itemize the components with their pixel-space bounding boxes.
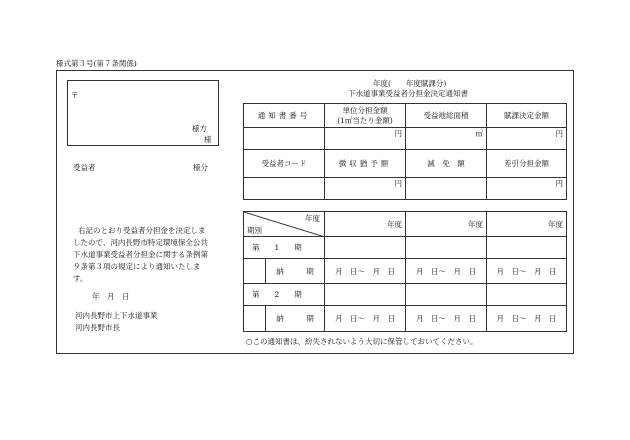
top-table — [243, 103, 567, 200]
date-line: 年 月 日 — [92, 292, 130, 301]
corner-period-label: 期別 — [247, 226, 262, 235]
corner-year-label: 年度 — [305, 214, 320, 223]
period-1-cell-1 — [325, 237, 406, 259]
period-corner-cell — [244, 212, 325, 237]
year-header-2: 年度 — [406, 212, 487, 237]
period-2-date-2: 月 日～ 月 日 — [406, 306, 487, 332]
header-deferred-amount: 徴収猶予額 — [325, 150, 406, 178]
year-header-1: 年度 — [325, 212, 406, 237]
beneficiary-label: 受益者 — [73, 163, 96, 172]
value-exemption-amount — [406, 178, 487, 200]
period-1-cell-3 — [487, 237, 567, 259]
period-2-cell-1 — [325, 284, 406, 306]
issuer-line-2: 河内長野市長 — [75, 323, 120, 332]
footer-note: ○この通知書は、紛失されないよう大切に保管しておいてください。 — [246, 337, 478, 346]
header-notice-number: 通知書番号 — [244, 104, 325, 128]
value-net-amount: 円 — [487, 178, 567, 200]
value-deferred-amount: 円 — [325, 178, 406, 200]
header-total-area: 受益地総面積 — [406, 104, 487, 128]
body-text-line-3: 下水道事業受益者分担金に関する条例第 — [73, 250, 208, 259]
header-exemption-amount: 減 免 額 — [406, 150, 487, 178]
beneficiary-honorific: 様分 — [193, 163, 208, 172]
period-1-cell-2 — [406, 237, 487, 259]
period-2-cell-2 — [406, 284, 487, 306]
period-1-date-3: 月 日～ 月 日 — [487, 259, 567, 284]
period-1-indent — [244, 259, 266, 284]
body-text-line-5: す。 — [73, 274, 88, 283]
period-2-due-label: 納 期 — [266, 306, 325, 332]
period-1-label: 第 1 期 — [244, 237, 325, 259]
value-unit-charge: 円 — [325, 128, 406, 150]
body-text-line-1: 右記のとおり受益者分担金を決定しま — [78, 226, 206, 235]
issuer-line-1: 河内長野市上下水道事業 — [75, 311, 158, 320]
period-1-date-2: 月 日～ 月 日 — [406, 259, 487, 284]
address-honorific-2: 様 — [204, 135, 212, 144]
address-box — [67, 80, 219, 146]
postal-mark: 〒 — [71, 91, 79, 100]
document-title: 下水道事業受益者分担金決定通知書 — [348, 89, 468, 98]
value-notice-number — [244, 128, 325, 150]
value-assessed-amount: 円 — [487, 128, 567, 150]
period-table — [243, 211, 567, 332]
year-header-3: 年度 — [487, 212, 567, 237]
form-number: 様式第３号(第７条関係) — [56, 59, 137, 68]
body-text-line-2: したので、河内長野市特定環境保全公共 — [73, 238, 208, 247]
address-honorific-1: 様方 — [192, 124, 207, 133]
period-1-date-1: 月 日～ 月 日 — [325, 259, 406, 284]
period-2-cell-3 — [487, 284, 567, 306]
period-2-indent — [244, 306, 266, 332]
period-2-label: 第 2 期 — [244, 284, 325, 306]
header-net-amount: 差引分担金額 — [487, 150, 567, 178]
value-beneficiary-code — [244, 178, 325, 200]
period-2-date-1: 月 日～ 月 日 — [325, 306, 406, 332]
header-assessed-amount: 賦課決定金額 — [487, 104, 567, 128]
period-1-due-label: 納 期 — [266, 259, 325, 284]
header-unit-charge: 単位分担金額 (1㎡当たり金額) — [325, 104, 406, 128]
body-text-line-4: ９条第３項の規定により通知いたしま — [73, 262, 201, 271]
value-total-area: ㎡ — [406, 128, 487, 150]
header-beneficiary-code: 受益者コード — [244, 150, 325, 178]
year-line: 年度( 年度賦課分) — [373, 79, 447, 88]
period-2-date-3: 月 日～ 月 日 — [487, 306, 567, 332]
